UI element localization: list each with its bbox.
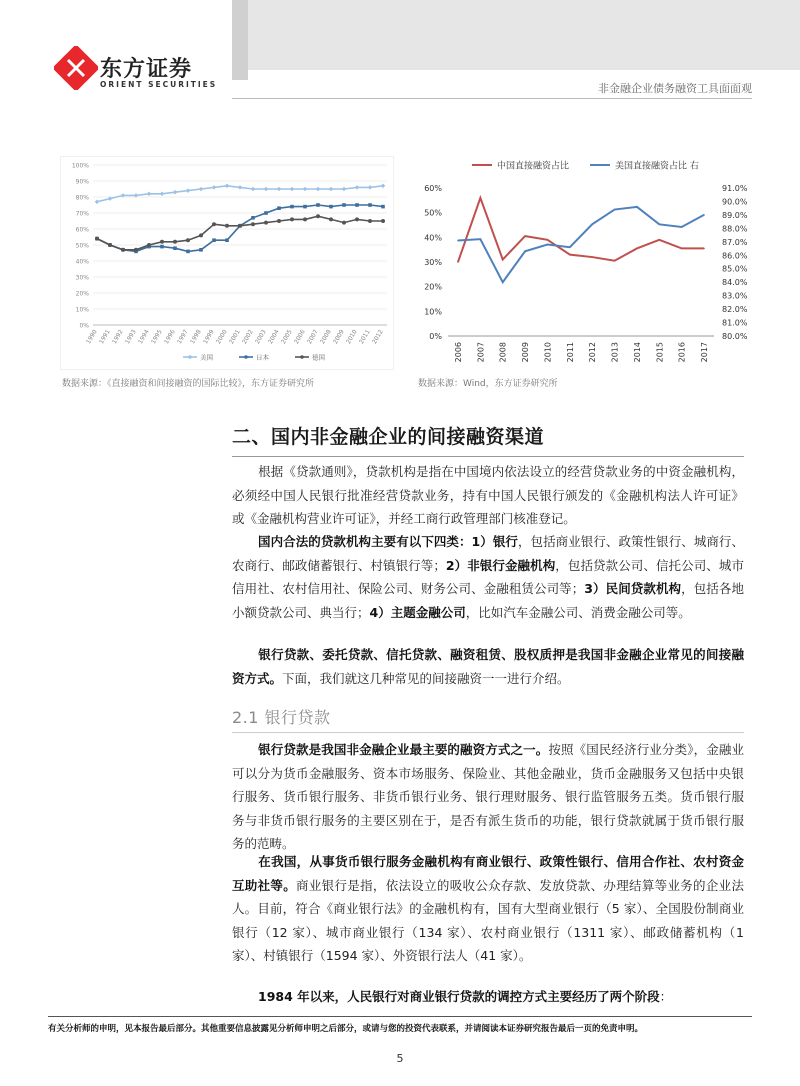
data-point	[186, 238, 190, 242]
series-line	[458, 198, 704, 262]
right-y-tick-label: 90.0%	[722, 197, 748, 207]
x-tick-label: 2016	[677, 342, 687, 363]
data-point	[355, 185, 360, 190]
x-tick-label: 2007	[306, 328, 320, 346]
left-y-tick-label: 10%	[424, 307, 442, 317]
data-point	[290, 205, 294, 209]
x-tick-label: 1992	[111, 328, 125, 346]
data-point	[342, 221, 346, 225]
data-point	[381, 219, 385, 223]
data-point	[251, 216, 255, 220]
data-point	[614, 260, 616, 262]
y-tick-label: 100%	[71, 162, 89, 170]
right-y-tick-label: 83.0%	[722, 291, 748, 301]
data-point	[212, 238, 216, 242]
data-point	[303, 205, 307, 209]
data-point	[251, 187, 256, 192]
y-tick-label: 80%	[75, 194, 89, 202]
legend-label: 中国直接融资占比	[497, 161, 570, 172]
data-point	[147, 243, 151, 247]
data-point	[186, 188, 191, 193]
right-y-tick-label: 82.0%	[722, 305, 748, 315]
bold-text: 银行贷款是我国非金融企业最主要的融资方式之一。	[258, 742, 549, 757]
data-point	[264, 187, 269, 192]
data-point	[290, 187, 295, 192]
data-point	[342, 203, 346, 207]
left-y-tick-label: 30%	[424, 258, 442, 267]
data-point	[681, 248, 683, 250]
x-tick-label: 2013	[610, 342, 620, 363]
paragraph-text: 下面，我们就这几种常见的间接融资一一进行介绍。	[282, 670, 570, 686]
paragraph-text: 根据《贷款通则》，贷款机构是指在中国境内依法设立的经营贷款业务的中资金融机构，必须经中国人民银行批准经营贷款业务，持有中国人民银行颁发的《金融机构法人许可证》或《金融机构营业许可证》，并经工商行政管理部门核准登记。	[232, 464, 744, 526]
report-title: 非金融企业债务融资工具面面观	[598, 82, 752, 95]
y-tick-label: 50%	[75, 242, 89, 250]
data-point	[238, 185, 243, 190]
right-y-tick-label: 91.0%	[722, 184, 748, 193]
data-point	[199, 187, 204, 192]
data-point	[238, 224, 242, 228]
data-point	[186, 250, 190, 254]
data-point	[368, 185, 373, 190]
data-point	[277, 187, 282, 192]
data-point	[199, 248, 203, 252]
legend-label: 德国	[312, 353, 325, 362]
right-y-tick-label: 81.0%	[722, 318, 748, 328]
chart-international-comparison	[60, 156, 394, 370]
x-tick-label: 1993	[124, 328, 138, 346]
bold-text: 银行贷款、委托贷款、信托贷款、融资租赁、股权质押是我国非金融企业常见的间接融资方式。	[232, 647, 744, 686]
x-tick-label: 2010	[543, 342, 553, 363]
data-point	[264, 221, 268, 225]
data-point	[173, 246, 177, 250]
x-tick-label: 2010	[345, 328, 359, 346]
paragraph-text: ，包括贷款公司、信托公司、城市信用社、农村信用社、保险公司、财务公司、金融租赁公司等；	[232, 557, 744, 596]
bold-text: 在我国，从事货币银行服务金融机构有商业银行、政策性银行、信用合作社、农村资金互助社等。	[232, 854, 744, 893]
x-tick-label: 1996	[163, 328, 177, 346]
data-point	[160, 192, 165, 197]
data-point	[160, 245, 164, 249]
data-point	[614, 209, 616, 211]
data-point	[658, 224, 660, 226]
x-tick-label: 2001	[228, 328, 242, 346]
paragraph-text: ，比如汽车金融公司、消费金融公司等。	[465, 604, 691, 620]
data-point	[225, 238, 229, 242]
data-point	[329, 187, 334, 192]
x-tick-label: 1997	[176, 328, 190, 346]
subsection-divider	[232, 732, 744, 733]
footer-disclaimer: 有关分析师的申明，见本报告最后部分。其他重要信息披露见分析师申明之后部分，或请与您的投资代表联系，并请阅读本证券研究报告最后一页的免责申明。	[48, 1024, 644, 1034]
paragraph-text: 商业银行是指，依法设立的吸收公众存款、发放贷款、办理结算等业务的企业法人。目前，符合《商业银行法》的金融机构有，国有大型商业银行（5 家）、全国股份制商业银行（12 家）、城市商业银行（134 家）、农村商业银行（1311 家）、邮政储蓄机构（1 家）、村镇银行（1594 家）、外资银行法人（41 家）。	[232, 877, 744, 963]
header-tab	[232, 0, 248, 80]
data-point	[381, 205, 385, 209]
paragraph-loan-institutions	[232, 460, 744, 531]
page-number: 5	[396, 1052, 404, 1065]
data-point	[225, 184, 230, 189]
x-tick-label: 2015	[655, 342, 665, 363]
data-point	[381, 184, 386, 189]
data-point	[703, 214, 705, 216]
data-point	[160, 240, 164, 244]
x-tick-label: 2007	[476, 342, 486, 363]
data-point	[681, 226, 683, 228]
data-point	[368, 219, 372, 223]
bold-text: 2）非银行金融机构	[445, 557, 556, 573]
x-tick-label: 2011	[565, 342, 575, 363]
x-tick-label: 2009	[521, 342, 531, 363]
legend-marker	[244, 355, 248, 359]
data-point	[636, 206, 638, 208]
x-tick-label: 2005	[280, 328, 294, 346]
data-point	[277, 219, 281, 223]
paragraph-text: ，包括商业银行、政策性银行、城商行、农商行、邮政储蓄银行、村镇银行等；	[232, 534, 744, 573]
series-line	[97, 205, 383, 251]
data-point	[368, 203, 372, 207]
data-point	[95, 237, 99, 241]
data-point	[212, 222, 216, 226]
chart2-svg	[412, 150, 752, 368]
data-point	[355, 217, 359, 221]
data-point	[329, 205, 333, 209]
paragraph-financing-methods	[232, 643, 744, 690]
data-point	[591, 224, 593, 226]
x-tick-label: 2004	[267, 328, 281, 346]
bold-text: 3）民间贷款机构	[584, 581, 682, 596]
footer-divider	[48, 1016, 752, 1017]
section-title: 二、国内非金融企业的间接融资渠道	[232, 426, 545, 448]
x-tick-label: 2017	[700, 342, 709, 363]
data-point	[636, 248, 638, 250]
data-point	[591, 256, 593, 258]
data-point	[524, 250, 526, 252]
data-point	[480, 238, 482, 240]
x-tick-label: 2009	[332, 328, 346, 346]
data-point	[547, 244, 549, 246]
data-point	[95, 200, 100, 205]
paragraph-text: ：	[659, 989, 673, 1004]
right-y-tick-label: 88.0%	[722, 224, 748, 234]
bold-text: 国内合法的贷款机构主要有以下四类：1）银行	[258, 534, 518, 549]
paragraph-text: ，包括各地小额贷款公司、典当行；	[232, 581, 744, 620]
y-tick-label: 20%	[75, 290, 89, 298]
data-point	[502, 281, 504, 283]
data-point	[316, 214, 320, 218]
legend-label: 美国	[200, 353, 213, 362]
y-tick-label: 10%	[75, 306, 89, 314]
x-tick-label: 2003	[254, 328, 268, 346]
data-point	[303, 187, 308, 192]
paragraph-text: 按照《国民经济行业分类》，金融业可以分为货币金融服务、资本市场服务、保险业、其他金融业，货币金融服务又包括中央银行服务、货币银行服务、非货币银行业务、银行理财服务、银行监管服务五类。货币银行服务与非货币银行服务的主要区别在于，是否有派生货币的功能，银行贷款就属于货币银行服务的范畴。	[232, 742, 744, 851]
x-tick-label: 1995	[150, 328, 164, 346]
data-point	[290, 217, 294, 221]
left-y-tick-label: 50%	[424, 208, 442, 218]
data-point	[703, 248, 705, 250]
right-y-tick-label: 86.0%	[722, 251, 748, 261]
y-tick-label: 60%	[75, 226, 89, 234]
logo-chinese: 东方证券	[100, 57, 193, 82]
data-point	[524, 235, 526, 237]
y-tick-label: 90%	[75, 178, 89, 186]
left-y-tick-label: 0%	[429, 332, 442, 341]
data-point	[199, 233, 203, 237]
subsection-title: 2.1 银行贷款	[232, 708, 331, 727]
data-point	[134, 248, 138, 252]
data-point	[147, 192, 152, 197]
x-tick-label: 2006	[293, 328, 307, 346]
x-tick-label: 1991	[98, 328, 112, 346]
y-tick-label: 40%	[75, 258, 89, 266]
header-band	[232, 0, 800, 70]
x-tick-label: 2006	[454, 342, 463, 363]
y-tick-label: 30%	[75, 274, 89, 282]
chart1-svg	[61, 157, 393, 369]
legend-label: 美国直接融资占比 右	[615, 161, 699, 172]
section-divider	[232, 456, 744, 457]
data-point	[355, 203, 359, 207]
legend-label: 日本	[256, 353, 269, 362]
right-y-tick-label: 85.0%	[722, 264, 748, 274]
x-tick-label: 2012	[588, 342, 598, 363]
data-point	[277, 206, 281, 210]
x-tick-label: 2011	[358, 328, 372, 346]
data-point	[547, 239, 549, 241]
data-point	[342, 187, 347, 192]
legend-marker	[188, 355, 192, 359]
data-point	[173, 190, 178, 195]
x-tick-label: 2000	[215, 328, 229, 346]
data-point	[569, 254, 571, 256]
x-tick-label: 1999	[202, 328, 216, 346]
data-point	[329, 217, 333, 221]
right-y-tick-label: 89.0%	[722, 210, 748, 220]
x-tick-label: 1990	[85, 328, 99, 346]
data-point	[316, 203, 320, 207]
data-point	[121, 248, 125, 252]
right-y-tick-label: 80.0%	[722, 332, 748, 341]
left-y-tick-label: 60%	[424, 184, 442, 193]
paragraph-four-categories	[232, 530, 744, 624]
paragraph-regulation-stages	[232, 985, 744, 1009]
x-tick-label: 2008	[498, 342, 508, 363]
data-point	[457, 261, 459, 263]
chart2-source: 数据来源：Wind，东方证券研究所	[418, 379, 558, 389]
x-tick-label: 2012	[371, 328, 385, 346]
left-y-tick-label: 20%	[424, 282, 442, 292]
paragraph-commercial-banks	[232, 850, 744, 968]
series-line	[458, 207, 704, 282]
x-tick-label: 2014	[632, 342, 642, 363]
y-tick-label: 0%	[79, 322, 89, 330]
data-point	[108, 243, 112, 247]
header-divider	[232, 98, 752, 99]
data-point	[251, 222, 255, 226]
data-point	[569, 246, 571, 248]
x-tick-label: 2002	[241, 328, 255, 346]
logo-english: ORIENT SECURITIES	[100, 80, 218, 89]
data-point	[502, 259, 504, 261]
data-point	[658, 239, 660, 241]
bold-text: 1984 年以来，人民银行对商业银行贷款的调控方式主要经历了两个阶段	[258, 989, 660, 1004]
data-point	[212, 185, 217, 190]
x-tick-label: 1998	[189, 328, 203, 346]
data-point	[457, 240, 459, 242]
x-tick-label: 2008	[319, 328, 333, 346]
chart1-source: 数据来源：《直接融资和间接融资的国际比较》，东方证券研究所	[62, 379, 315, 389]
data-point	[264, 211, 268, 215]
legend-marker	[300, 355, 304, 359]
data-point	[480, 197, 482, 199]
data-point	[173, 240, 177, 244]
data-point	[303, 217, 307, 221]
bold-text: 4）主题金融公司	[369, 604, 466, 620]
right-y-tick-label: 87.0%	[722, 237, 748, 247]
right-y-tick-label: 84.0%	[722, 278, 748, 288]
data-point	[316, 187, 321, 192]
orient-logo-icon	[54, 46, 98, 90]
x-tick-label: 1994	[137, 328, 151, 346]
y-tick-label: 70%	[75, 210, 89, 218]
paragraph-bank-loans	[232, 738, 744, 856]
data-point	[225, 224, 229, 228]
left-y-tick-label: 40%	[424, 233, 442, 243]
chart-direct-financing-ratio	[412, 150, 752, 368]
